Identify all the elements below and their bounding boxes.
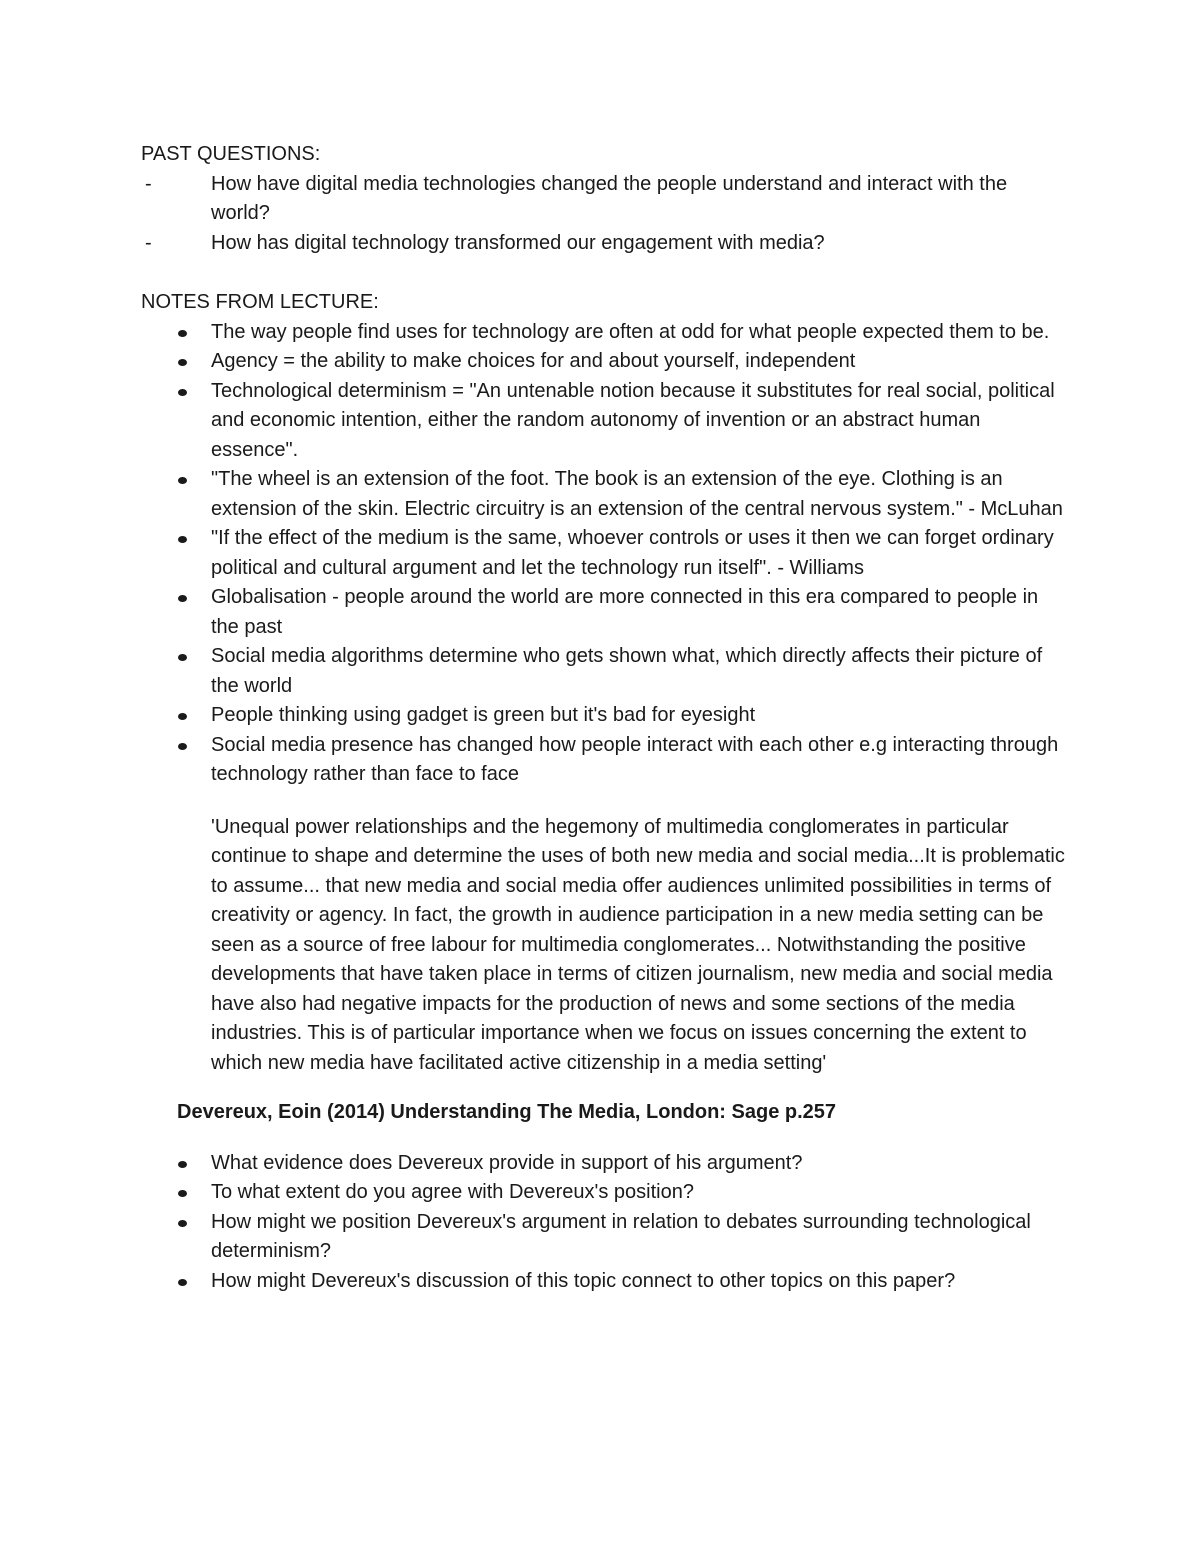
bullet-icon [178, 477, 187, 484]
list-item-text: To what extent do you agree with Devereux's position? [211, 1181, 694, 1203]
dash-marker: - [145, 231, 152, 254]
bullet-icon [178, 654, 187, 661]
bullet-icon [178, 536, 187, 543]
citation: Devereux, Eoin (2014) Understanding The Media, London: Sage p.257 [177, 1101, 837, 1123]
dash-marker: - [145, 172, 152, 195]
devereux-quote: 'Unequal power relationships and the hegemony of multimedia conglomerates in particular continue to shape and determine the uses of both new media and social media...It is problematic to assume... that new media and social media offer audiences unlimited possibilities in terms of creativity or agency. In fact, the growth in audience participation in a new media setting can be seen as a source of free labour for multimedia conglomerates... Notwithstanding the positive developments that have taken place in terms of citizen journalism, new media and social media have also had negative impacts for the production of news and some sections of the media industries. This is of particular importance when we focus on issues concerning the extent to which new media have facilitated active citizenship in a media setting' [211, 815, 1065, 1074]
list-item-text: Globalisation - people around the world are more connected in this era compared to people in the past [211, 586, 1039, 638]
past-questions-list [141, 170, 1066, 259]
list-item-text: People thinking using gadget is green but it's bad for eyesight [211, 704, 756, 726]
list-item-text: What evidence does Devereux provide in support of his argument? [211, 1151, 803, 1174]
spacer [141, 790, 1066, 813]
list-item-text: "The wheel is an extension of the foot. The book is an extension of the eye. Clothing is an extension of the skin. Electric circuitry is an extension of the central nervous system." - McLuhan [211, 468, 1063, 520]
list-item-text: The way people find uses for technology are often at odd for what people expected them to be. [211, 320, 1050, 343]
list-item-text: How might Devereux's discussion of this topic connect to other topics on this paper? [211, 1269, 956, 1292]
bullet-icon [178, 1190, 187, 1197]
bullet-icon [178, 1279, 187, 1286]
list-item [141, 731, 1066, 790]
list-item-text: Social media algorithms determine who gets shown what, which directly affects their picture of the world [211, 645, 1043, 697]
list-item [141, 229, 1066, 259]
lecture-notes-heading: NOTES FROM LECTURE: [141, 291, 379, 313]
list-item [141, 701, 1066, 731]
list-item [141, 1149, 1066, 1179]
bullet-icon [178, 743, 187, 750]
list-item-text: How might we position Devereux's argument in relation to debates surrounding technological determinism? [211, 1210, 1031, 1262]
discussion-questions-list [141, 1149, 1066, 1297]
bullet-icon [178, 1161, 187, 1168]
bullet-icon [178, 713, 187, 720]
past-questions-heading: PAST QUESTIONS: [141, 143, 321, 165]
list-item [141, 524, 1066, 583]
list-item [141, 1178, 1066, 1208]
list-item [141, 1208, 1066, 1267]
list-item [141, 1267, 1066, 1297]
bullet-icon [178, 359, 187, 366]
list-item-text: Technological determinism = "An untenable notion because it substitutes for real social, political and economic intention, either the random autonomy of invention or an abstract human essence". [211, 379, 1055, 461]
lecture-notes-list [141, 318, 1066, 790]
list-item [141, 583, 1066, 642]
bullet-icon [178, 330, 187, 337]
bullet-icon [178, 595, 187, 602]
list-item [141, 465, 1066, 524]
list-item [141, 170, 1066, 229]
list-item [141, 347, 1066, 377]
list-item-text: How have digital media technologies changed the people understand and interact with the world? [211, 172, 1008, 224]
spacer [141, 258, 1066, 288]
bullet-icon [178, 389, 187, 396]
spacer [141, 1128, 1066, 1149]
list-item-text: "If the effect of the medium is the same, whoever controls or uses it then we can forget ordinary political and cultural argument and let the technology run itself". - Williams [211, 527, 1054, 579]
list-item [141, 318, 1066, 348]
bullet-icon [178, 1220, 187, 1227]
list-item [141, 377, 1066, 466]
list-item-text: How has digital technology transformed our engagement with media? [211, 231, 825, 254]
list-item-text: Social media presence has changed how people interact with each other e.g interacting through technology rather than face to face [211, 733, 1059, 785]
document-page [141, 140, 1066, 1296]
list-item-text: Agency = the ability to make choices for and about yourself, independent [211, 350, 856, 372]
spacer [141, 1078, 1066, 1098]
list-item [141, 642, 1066, 701]
